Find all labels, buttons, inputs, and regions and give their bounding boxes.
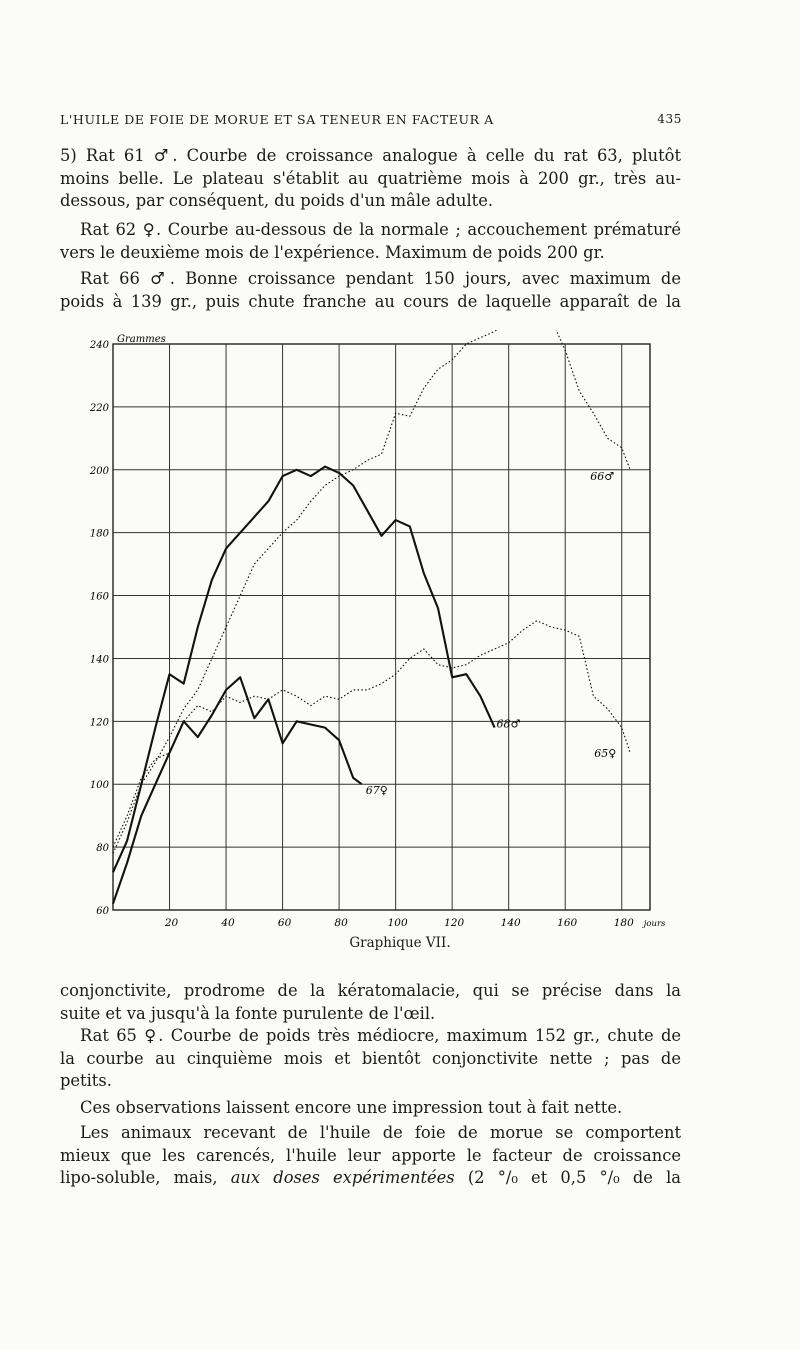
- text-line: [60, 1167, 681, 1190]
- text-run: (2 °/₀ et 0,5 °/₀ de la: [454, 1168, 681, 1188]
- y-tick-label: 80: [96, 843, 109, 855]
- paragraph-animaux: [60, 1122, 681, 1190]
- figure-caption: Graphique VII.: [349, 935, 451, 951]
- x-tick-label: 180: [613, 917, 634, 929]
- y-tick-label: 100: [89, 780, 109, 792]
- chart-labels: [89, 334, 666, 929]
- italic-run: aux doses expérimentées: [230, 1168, 455, 1188]
- series-line-0: [113, 330, 630, 853]
- growth-chart: [0, 330, 800, 930]
- text-line: 5) Rat 61 ♂. Courbe de croissance analogue à celle du rat 63, plutôt: [60, 146, 681, 165]
- text-line: mieux que les carencés, l'huile leur apporte le facteur de croissance: [60, 1145, 681, 1165]
- x-tick-label: 100: [387, 917, 408, 929]
- text-line: Rat 62 ♀. Courbe au-dessous de la normale ; accouchement prématuré: [80, 220, 681, 239]
- series-label: 67♀: [365, 784, 388, 798]
- paragraph-rat-66: [60, 268, 681, 313]
- paragraph-rat-61: [60, 145, 681, 213]
- paragraph-observations: [60, 1097, 681, 1120]
- text-line: la courbe au cinquième mois et bientôt conjonctivite nette ; pas de: [60, 1048, 681, 1068]
- paragraph-conjonctivite: [60, 980, 681, 1025]
- chart-grid: [113, 344, 650, 910]
- text-line: suite et va jusqu'à la fonte purulente de l'œil.: [60, 1003, 436, 1023]
- series-line-1: [113, 467, 495, 873]
- text-line: vers le deuxième mois de l'expérience. Maximum de poids 200 gr.: [60, 242, 605, 262]
- text-line: conjonctivite, prodrome de la kératomalacie, qui se précise dans la: [60, 981, 681, 1000]
- y-tick-label: 220: [89, 402, 109, 414]
- text-line: poids à 139 gr., puis chute franche au cours de laquelle apparaît de la: [60, 291, 681, 311]
- x-unit-label: jours: [643, 919, 666, 929]
- page-number: 435: [657, 112, 682, 126]
- series-label: 68♂: [496, 717, 521, 731]
- y-tick-label: 200: [89, 465, 109, 477]
- y-tick-label: 140: [89, 654, 109, 666]
- y-tick-label: 180: [89, 528, 109, 540]
- y-tick-label: 60: [96, 906, 109, 917]
- paragraph-rat-65: [60, 1025, 681, 1093]
- x-tick-label: 120: [444, 917, 465, 929]
- text-line: Les animaux recevant de l'huile de foie de morue se comportent: [80, 1123, 681, 1142]
- x-tick-label: 20: [164, 917, 179, 929]
- y-tick-label: 240: [89, 340, 109, 351]
- running-head-title: L'HUILE DE FOIE DE MORUE ET SA TENEUR EN FACTEUR A: [60, 112, 494, 127]
- text-line: dessous, par conséquent, du poids d'un mâle adulte.: [60, 191, 494, 211]
- running-head: [60, 112, 682, 127]
- text-run: lipo-soluble, mais,: [60, 1168, 231, 1188]
- text-line: Ces observations laissent encore une impression tout à fait nette.: [80, 1098, 623, 1117]
- text-line: moins belle. Le plateau s'établit au quatrième mois à 200 gr., très au-: [60, 168, 681, 188]
- y-tick-label: 120: [89, 717, 109, 729]
- x-tick-label: 140: [500, 917, 521, 929]
- y-axis-label: Grammes: [117, 334, 166, 345]
- series-label: 65♀: [594, 746, 617, 760]
- x-tick-label: 60: [277, 917, 292, 929]
- y-tick-label: 160: [89, 591, 109, 603]
- paragraph-rat-62: [60, 219, 681, 264]
- chart-series: [113, 330, 630, 904]
- chart-frame: [113, 344, 650, 910]
- series-line-3: [113, 677, 362, 903]
- x-tick-label: 80: [334, 917, 348, 929]
- series-label: 66♂: [590, 469, 615, 483]
- text-line: petits.: [60, 1071, 112, 1091]
- x-tick-label: 160: [557, 917, 578, 929]
- text-line: Rat 66 ♂. Bonne croissance pendant 150 jours, avec maximum de: [80, 269, 681, 288]
- text-line: Rat 65 ♀. Courbe de poids très médiocre, maximum 152 gr., chute de: [80, 1026, 681, 1045]
- x-tick-label: 40: [221, 917, 235, 929]
